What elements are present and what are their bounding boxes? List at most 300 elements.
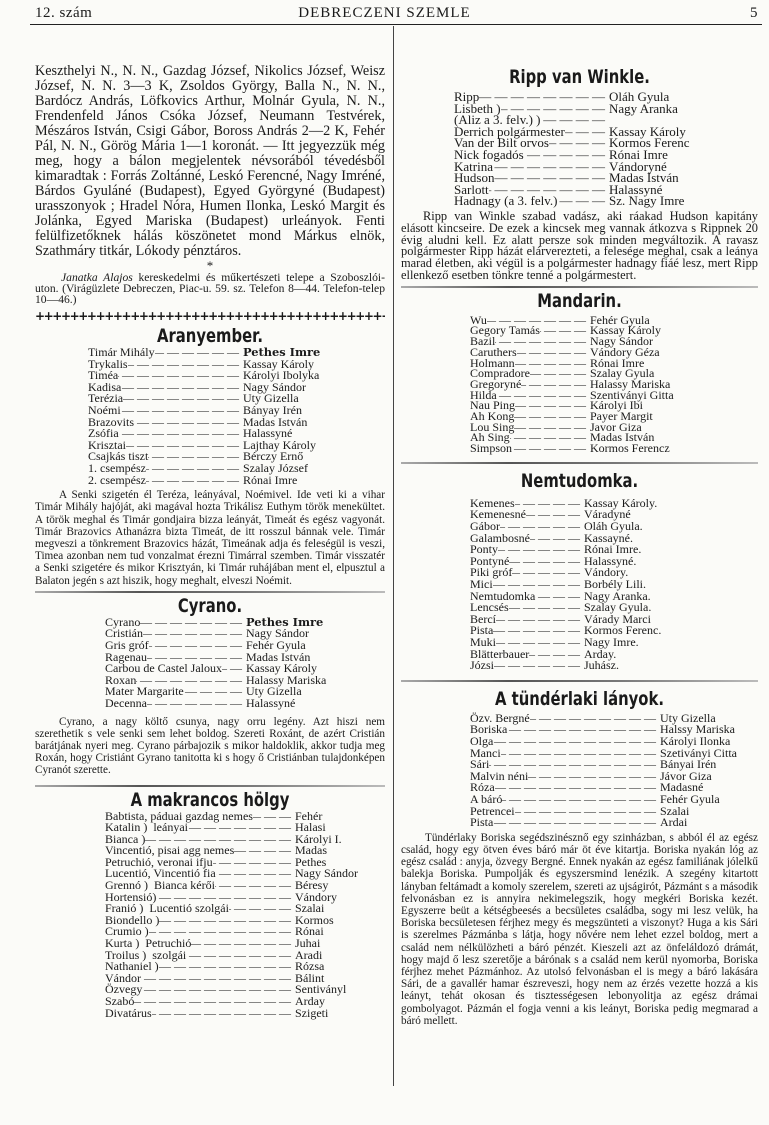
- cast-actor: Sz. Nagy Imre: [609, 193, 685, 209]
- dash-leader: [494, 660, 584, 672]
- dash-leader: [515, 400, 590, 411]
- dash-leader: [507, 724, 660, 736]
- cast-role: Blätterbauer: [470, 646, 530, 661]
- cast-role: Bazil: [470, 334, 496, 349]
- dash-leader: [502, 794, 660, 806]
- dash-leader: [494, 172, 609, 184]
- dash-leader: [119, 428, 243, 440]
- cast-actor: Madas: [295, 843, 327, 858]
- cast-role: Timár Mihály: [88, 345, 155, 359]
- dash-leader: [159, 915, 295, 927]
- cast-actor: Uty Gizella: [246, 684, 302, 699]
- dash-leader: [147, 698, 246, 710]
- dash-leader: [514, 411, 590, 422]
- right-column: [401, 66, 758, 1027]
- cast-actor: Szigeti: [295, 1005, 329, 1020]
- cast-role: Compradore: [470, 366, 530, 381]
- cast-actor: Jávor Giza: [660, 768, 712, 783]
- cast-row: [105, 961, 367, 973]
- cast-actor: Halassyné: [609, 181, 663, 197]
- cast-role: Gregoryné: [470, 376, 522, 391]
- cast-actor: Kormos: [295, 912, 334, 927]
- summary-cyrano: Cyrano, a nagy költő csunya, nagy orru legény. Azt hiszi nem szerethetik s vele senki sem lehet boldog. Szereti Roxánt, de azért Cristián barátjának nyeri meg. Cyrano párbajozik s mikor haldoklik, akkor tudja meg Roxán, hogy Cristiánt Gyrano tanitotta ki s hogy ő Cristiánban tulajdonképen Cyranót szerette.: [35, 715, 385, 777]
- cast-role: Malvin néni: [470, 768, 529, 783]
- dash-leader: [501, 748, 660, 760]
- donors-paragraph: Keszthelyi N., N. N., Gazdag József, Nikolics József, Weisz József, N. N. 3—3 K, Zsoldos György, Balla N., N. N., Bardócz András, Löfkovics Arthur, Molnár Gyula, N. N., Frendenfeld János Csóka József, Neumann Testvérek, Mészáros István, Csigi Gábor, Boross András 2—2 K, Fehér Pál, N. N., Görög Mária 1—1 koronát. — Itt jegyezzük még meg, hogy a bálon megjelentek névsorából tévedésből kimaradtak : Forrás Zoltánné, Leskó Ferencné, Nagy Imréné, Bárdos Gyuláné (Budapest), Egyed Györgyné (Budapest) urasszonyok ; Hradel Nóra, Humen Ilonka, Leskó Margit és Jolánka, Egyed Mariska (Budapest) urleányok. Fenti felülfizetőknek hálás köszönetet mond Márkus elnök, Szathmáry titkár, Lókody pénztáros.: [35, 63, 385, 259]
- cast-actor: Károlyi I.: [295, 831, 342, 846]
- cast-actor: Szalay József: [243, 460, 308, 475]
- cast-actor: Nagy Sándor: [246, 626, 309, 641]
- cast-role: Timéa: [88, 368, 119, 383]
- cast-actor: Halassy Mariska: [590, 376, 671, 391]
- cast-actor: Bálint: [295, 970, 325, 985]
- cast-row: [470, 567, 685, 579]
- cast-role: Terézia: [88, 391, 124, 406]
- cast-role: Manci: [470, 745, 501, 760]
- dash-leader: [557, 195, 609, 207]
- cast-row: [88, 393, 353, 405]
- cast-list-tunderlaki: [470, 710, 740, 830]
- play-title-mandarin: Mandarin.: [537, 289, 622, 312]
- play-title-cyrano: Cyrano.: [177, 594, 243, 617]
- cast-actor: Juhai: [295, 936, 321, 951]
- cast-row: [470, 625, 685, 637]
- cast-role: Noémi: [88, 402, 121, 417]
- cast-group-label: Bianca kérői: [153, 878, 215, 893]
- dash-leader: [549, 137, 609, 149]
- dash-leader: [529, 649, 584, 661]
- cast-role: Cyrano: [105, 614, 141, 629]
- cast-role: Ah Kong: [470, 409, 515, 424]
- dash-leader: [498, 544, 584, 556]
- dash-leader: [134, 996, 295, 1008]
- dash-leader: [493, 736, 660, 748]
- cast-role: Divatárus: [105, 1005, 152, 1020]
- cast-role: Szabó: [105, 994, 135, 1009]
- section-rule: [35, 591, 385, 593]
- dash-leader: [152, 1008, 295, 1020]
- summary-aranyember: A Senki szigetén él Teréza, leányával, Noémivel. Ide veti ki a vihar Timár Mihály hajóját, aki magával hozta Trikálisz Euthym török menekültet. A török meghal és Timár gondjaira bizza leányát, Timeát és egész vagyonát. Timár Brazovics Athanázra bizta Timeát, de itt rosszul bánnak vele. Timár megveszi a tönkrement Brazovics házát, Timeának adja és feleségül is veszi, Timea azonban nem tud vonzalmat érezni Timárral szemben. Timár visszatér a Senki szigetére és mikor Krisztyán, ki Timár ruhájában ment el, elpusztul a Balaton jegén s azt hiszik, hogy meghalt, elveszi Noémit.: [35, 489, 385, 587]
- dash-leader: [128, 359, 243, 371]
- cast-role: Nathaniel ): [105, 959, 159, 974]
- cast-actor: Halassy Mariska: [246, 672, 327, 687]
- cast-role: Decenna: [105, 695, 147, 710]
- cast-actor: Béresy: [295, 878, 329, 893]
- dash-leader: [565, 126, 609, 138]
- column-divider: [393, 26, 394, 1086]
- cast-role: Sarlott: [454, 181, 489, 197]
- cast-actor: Aradi: [295, 947, 323, 962]
- cast-role: Nemtudomka: [470, 588, 536, 603]
- cast-actor: Kassay Károly: [609, 123, 686, 139]
- dash-leader: [121, 405, 243, 417]
- cast-actor: Kormos Ferencz: [590, 441, 670, 456]
- cast-role: Hudson: [454, 170, 495, 186]
- cast-actor: Juhász.: [584, 658, 619, 673]
- dash-leader: [216, 868, 295, 880]
- cast-actor: Kassayné.: [584, 530, 633, 545]
- cast-role: Özvegy: [105, 982, 143, 997]
- cast-actor: Várady Marci: [584, 611, 651, 626]
- cast-role: Vincentió, pisai agg nemes: [105, 843, 235, 858]
- section-separator: *: [206, 258, 214, 273]
- dash-leader: [141, 973, 295, 985]
- dash-leader: [186, 950, 295, 962]
- cast-actor: Pethes Imre: [243, 345, 321, 359]
- cast-role: Pista: [470, 815, 494, 830]
- cast-actor: Fehér Gyula: [590, 312, 650, 327]
- cast-row: [470, 443, 690, 454]
- cast-role: Kemenes: [470, 495, 515, 510]
- cast-actor: Szetiványi Citta: [660, 745, 737, 760]
- cast-row: [454, 146, 719, 162]
- cast-role: Cristián: [105, 626, 143, 641]
- cast-actor: Pethes Imre: [246, 614, 324, 629]
- cast-role: Hadnagy (a 3. felv.): [454, 193, 558, 209]
- header-rule: [30, 24, 762, 25]
- cast-actor: Ardai: [660, 815, 688, 830]
- dash-leader: [188, 822, 295, 834]
- cast-role: Csajkás tiszt: [88, 449, 149, 464]
- dash-leader: [215, 880, 295, 892]
- dash-leader: [517, 347, 590, 358]
- play-title-nemtudomka: Nemtudomka.: [520, 469, 639, 492]
- cast-actor: Madas István: [590, 430, 655, 445]
- dash-leader: [530, 368, 590, 379]
- cast-role: 2. csempész: [88, 472, 146, 487]
- cast-actor: Kassay Károly: [246, 661, 317, 676]
- cast-role: Ponty: [470, 542, 499, 557]
- cast-role: Bianca ): [105, 831, 146, 846]
- cast-role: Zsófia: [88, 426, 119, 441]
- cast-role: Katrina: [454, 158, 493, 174]
- cast-row: [88, 370, 353, 382]
- play-title-tunderlaki: A tündérlaki lányok.: [495, 687, 664, 710]
- cast-actor: Nagy Aranka.: [584, 588, 651, 603]
- left-column: [35, 64, 385, 1019]
- cast-role: Katalin ): [105, 820, 148, 835]
- cast-actor: Nagy Sándor: [243, 379, 306, 394]
- cast-actor: Javor Giza: [590, 419, 642, 434]
- issue-number: 12. szám: [35, 5, 93, 21]
- cast-row: [470, 660, 685, 672]
- cast-role: Józsi: [470, 658, 494, 673]
- dash-leader: [143, 628, 246, 640]
- cast-role: Kurta ): [105, 936, 140, 951]
- summary-ripp: Ripp van Winkle szabad vadász, aki ráakad Hudson kapitány elásott kincseire. De ezek a kincsek meg vannak átkozva s Rippnek 20 évig aludni kell. Ez alatt persze sok minden megváltozik. A ravasz polgármester Ripp házát elárverezteti, a felesége meghal, csak a leánya marad életben, aki végül is a polgármester hadnagy fiáé lesz, mert Ripp ellenkező esetben tönkre tenné a polgármestert.: [401, 208, 758, 282]
- cast-row: [105, 926, 367, 938]
- dash-leader: [234, 845, 295, 857]
- dash-leader: [253, 811, 295, 823]
- dash-leader: [510, 432, 590, 443]
- page-number: 5: [750, 5, 758, 21]
- cast-row: [105, 984, 367, 996]
- dash-leader: [535, 591, 584, 603]
- cast-list-cyrano: [105, 614, 355, 710]
- cast-role: Franió ): [105, 901, 144, 916]
- cast-actor: Borbély Lili.: [584, 577, 646, 592]
- cast-role: Mici: [470, 577, 493, 592]
- cast-row: [454, 172, 719, 184]
- dash-leader: [149, 640, 246, 652]
- dash-leader: [146, 463, 243, 475]
- dash-leader: [134, 417, 243, 429]
- cast-actor: Bányay Irén: [243, 402, 302, 417]
- cast-actor: Madas István: [246, 649, 311, 664]
- dash-leader: [123, 393, 243, 405]
- cast-group-label: Lucentió szolgái: [149, 901, 229, 916]
- dash-leader: [121, 382, 243, 394]
- section-rule: [401, 286, 758, 288]
- dash-leader: [530, 713, 660, 725]
- cast-actor: Vándory: [295, 889, 337, 904]
- cast-actor: Kassay Károly.: [584, 495, 658, 510]
- cast-role: Bercí: [470, 611, 496, 626]
- cast-actor: Vándory Géza: [590, 344, 660, 359]
- cast-role: Gábor: [470, 519, 500, 534]
- cast-actor: Payer Margit: [590, 409, 653, 424]
- cast-row: [470, 803, 740, 818]
- cast-row: [88, 472, 353, 487]
- cast-role: Vándor: [105, 970, 141, 985]
- dash-leader: [229, 903, 295, 915]
- cast-role: (Aliz a 3. felv.) ): [454, 112, 541, 128]
- cast-role: Piki gróf: [470, 565, 513, 580]
- cast-actor: Madas István: [609, 170, 679, 186]
- cast-group-label: Petruchió: [145, 936, 192, 951]
- dash-leader: [528, 771, 660, 783]
- cast-role: Pontyné: [470, 553, 510, 568]
- cast-role: Troilus ): [105, 947, 147, 962]
- cast-role: Lucentió, Vincentió fia: [105, 866, 216, 881]
- play-title-makrancos: A makrancos hölgy: [130, 788, 290, 811]
- cast-actor: Halasi: [295, 820, 326, 835]
- cast-actor: Szalai: [660, 803, 690, 818]
- ad-name: Janatka Alajos: [61, 271, 133, 284]
- section-rule: [401, 462, 758, 464]
- cast-role: Ripp: [454, 89, 480, 104]
- dash-leader: [521, 379, 590, 390]
- cast-list-nemtudomka: [470, 495, 685, 673]
- cast-actor: Fehér: [295, 808, 323, 823]
- dash-leader: [213, 857, 295, 869]
- cast-actor: Nagy Imre.: [584, 634, 639, 649]
- cast-role: Petrencei: [470, 803, 515, 818]
- dash-leader: [493, 161, 609, 173]
- cast-row: [88, 379, 353, 394]
- cast-role: Özv. Bergné: [470, 710, 530, 725]
- cast-actor: Lajthay Károly: [243, 437, 316, 452]
- cast-actor: Nagy Sándor: [590, 334, 653, 349]
- cast-role: Ah Sing: [470, 430, 510, 445]
- cast-row: [105, 889, 367, 904]
- cast-row: [470, 646, 685, 661]
- cast-actor: Fehér Gyula: [660, 791, 720, 806]
- cast-row: [454, 195, 719, 207]
- cast-actor: Szalay Gyula.: [584, 600, 652, 615]
- cast-role: Olga: [470, 733, 494, 748]
- dash-leader: [146, 475, 243, 487]
- cast-actor: Rónai Imre.: [584, 542, 642, 557]
- cast-row: [470, 817, 740, 829]
- cast-role: Pista: [470, 623, 494, 638]
- cast-actor: Vándoryné: [609, 158, 667, 174]
- cast-actor: Váradyné: [584, 507, 631, 522]
- cast-role: A báró: [470, 791, 503, 806]
- cast-role: Trykalis: [88, 356, 128, 371]
- cast-actor: Madasné: [660, 780, 704, 795]
- cast-role: Lencsés: [470, 600, 509, 615]
- cast-list-ripp: [454, 91, 719, 207]
- cast-actor: Madas István: [243, 414, 308, 429]
- cast-actor: Bányai Irén: [660, 757, 717, 772]
- cast-actor: Szalai: [295, 901, 325, 916]
- cast-actor: Arday.: [584, 646, 617, 661]
- cast-actor: Uty Gizella: [660, 710, 716, 725]
- dash-leader: [222, 663, 246, 675]
- cast-role: Krisztai: [88, 437, 126, 452]
- play-title-ripp: Ripp van Winkle.: [509, 66, 650, 88]
- cast-role: Crumio ): [105, 924, 149, 939]
- cast-actor: Sentiványl: [295, 982, 347, 997]
- cast-role: Babtista, páduai gazdag nemes: [105, 808, 253, 823]
- summary-tunderlaki: Tündérlaky Boriska segédszinésznő egy szinházban, s abból él az egész család, hogy egy ötven éves báró már öt éve kitartja. Boriska nyakán lóg az egész család : anyja, özvegy Bergné. Ennek nyakán az egész familiának jólelkű balekja Boriska. Pumpolják és egyszersmind lenézik. A szegény kitartott lányban feltámadt a komoly szerelem, szereti az ujságirót, Pázmánt s a második felvonásban ez is annyira nekimelegszik, hogy megkéri Boriska kezét. Egyszerre beüt a kétségbeesés a becsületes családba, sogy mi lesz velük, ha Boriska becsületesen férjhez megy és megszünteti a viszonyt? Huga a kis Sári is szerelmes Pázmánba s látja, hogy nővére nem lehet ezzel boldog, mert a család nem nélkülözheti a báró pénzét. Kieszeli azt az önfeláldozó drámát, hogy majd ő lesz szeretője a bárónak s a család nem kerül nyomorba, Boriska férjhez mehet Pázmánhoz. Az utolsó felvonásban el is megy a báró lakására Sári, de a gavallér hamar észreveszi, hogy nem az érzés vezette hozzá a kis leányt, tehát okosan és tisztességesen lebonyolitja az egész drámai gombolyagot. Pázmán el fogja venni a kis leányt, Boriska pedig megmarad a báró mellett.: [401, 831, 758, 1027]
- dash-leader: [191, 938, 295, 950]
- cast-role: Grennó ): [105, 878, 148, 893]
- cast-role: Holmann: [470, 355, 515, 370]
- cast-role: Gegory Tamás: [470, 323, 540, 338]
- cast-role: Derrich polgármester: [454, 123, 565, 139]
- cast-role: Galambosné: [470, 530, 530, 545]
- cast-actor: Vándory.: [584, 565, 629, 580]
- cast-actor: Szalay Gyula: [590, 366, 655, 381]
- cast-role: Biondello ): [105, 912, 160, 927]
- advertisement: [35, 272, 385, 305]
- dash-leader: [148, 451, 243, 463]
- dash-leader: [512, 443, 590, 454]
- cast-role: Simpson: [470, 441, 513, 456]
- dash-leader: [159, 961, 295, 973]
- cast-row: [105, 1005, 367, 1020]
- cast-actor: Oláh Gyula.: [584, 519, 643, 534]
- section-rule: [35, 785, 385, 787]
- cast-role: 1. csempész: [88, 460, 146, 475]
- dash-leader: [495, 782, 660, 794]
- decorative-border: [35, 309, 385, 323]
- cast-role: Róza: [470, 780, 495, 795]
- cast-actor: Halassyné.: [584, 553, 637, 568]
- cast-row: [470, 509, 685, 521]
- cast-actor: Halssy Mariska: [660, 722, 735, 737]
- cast-group-label: leányai: [153, 820, 188, 835]
- cast-role: Petruchió, veronai ifju: [105, 854, 213, 869]
- cast-role: Gris gróf: [105, 637, 149, 652]
- dash-leader: [155, 347, 243, 359]
- cast-actor: Kormos Ferenc: [609, 135, 690, 151]
- cast-actor: Rónai: [295, 924, 324, 939]
- cast-actor: Halassyné: [243, 426, 293, 441]
- cast-role: Kadisa: [88, 379, 122, 394]
- cast-actor: Károlyi Ibi: [590, 398, 643, 413]
- cast-row: [88, 414, 353, 429]
- dash-leader: [540, 325, 590, 336]
- cast-role: Lisbeth ): [454, 100, 501, 116]
- cast-role: Hilda: [470, 387, 497, 402]
- cast-role: Roxan: [105, 672, 137, 687]
- dash-leader: [526, 509, 584, 521]
- cast-actor: Szentiványi Gitta: [590, 387, 674, 402]
- cast-role: Muki: [470, 634, 497, 649]
- cast-actor: Károlyi Ilonka: [660, 733, 731, 748]
- cast-actor: Rózsa: [295, 959, 325, 974]
- cast-role: Kemenesné: [470, 507, 526, 522]
- cast-role: Nick fogadós: [454, 146, 524, 162]
- cast-actor: Kormos Ferenc.: [584, 623, 662, 638]
- cast-role: Carbou de Castel Jaloux: [105, 661, 222, 676]
- cast-list-aranyember: [88, 347, 353, 486]
- ad-text: kereskedelmi és műkertészeti telepe a Szoboszlói-uton. (Virágüzlete Debreczen, Piac-u. 59. sz. Telefon 8—44. Telefon-telep 10—46.): [35, 271, 385, 306]
- dash-leader: [524, 149, 609, 161]
- cast-role: Sári: [470, 757, 490, 772]
- dash-leader: [142, 984, 295, 996]
- cast-actor: Rónai Imre: [590, 355, 645, 370]
- dash-leader: [140, 617, 246, 629]
- cast-role: Lou Sing: [470, 419, 515, 434]
- cast-actor: Nagy Aranka: [609, 100, 678, 116]
- cast-actor: Arday: [295, 994, 325, 1009]
- dash-leader: [512, 567, 584, 579]
- cast-actor: Fehér Gyula: [246, 637, 306, 652]
- cast-row: [470, 602, 685, 614]
- cast-role: Hortensió): [105, 889, 157, 904]
- dash-leader: [509, 602, 584, 614]
- cast-list-mandarin: [470, 312, 690, 456]
- cast-actor: Oláh Gyula: [609, 89, 670, 104]
- dash-leader: [515, 806, 660, 818]
- cast-list-makrancos: [105, 808, 367, 1020]
- cast-row: [470, 530, 685, 545]
- section-rule: [401, 680, 758, 682]
- publication-title: DEBRECZENI SZEMLE: [298, 5, 471, 21]
- cast-role: Ragenau: [105, 649, 147, 664]
- cast-role: Nau Ping: [470, 398, 515, 413]
- cast-actor: Kassay Károly: [590, 323, 661, 338]
- cast-role: Wu: [470, 312, 487, 327]
- cast-actor: Rónai Imre: [609, 146, 668, 162]
- dash-leader: [118, 370, 243, 382]
- play-title-aranyember: Aranyember.: [157, 325, 263, 347]
- dash-leader: [530, 533, 584, 545]
- cast-actor: Bérczy Ernő: [243, 449, 304, 464]
- cast-row: [105, 695, 355, 710]
- dash-leader: [514, 422, 590, 433]
- dash-leader: [184, 686, 246, 698]
- cast-role: Mater Margarite: [105, 684, 184, 699]
- cast-actor: Károlyi Ibolyka: [243, 368, 320, 383]
- cast-role: Brazovits: [88, 414, 134, 429]
- cast-group-label: szolgái: [152, 947, 187, 962]
- cast-role: Boriska: [470, 722, 508, 737]
- cast-actor: Pethes: [295, 854, 327, 869]
- cast-actor: Rónai Imre: [243, 472, 298, 487]
- cast-role: Caruthers: [470, 344, 517, 359]
- cast-row: [470, 325, 690, 336]
- cast-actor: Halassyné: [246, 695, 296, 710]
- dash-leader: [493, 817, 660, 829]
- cast-actor: Nagy Sándor: [295, 866, 358, 881]
- cast-actor: Uty Gizella: [243, 391, 299, 406]
- cast-role: Van der Bilt orvos: [454, 135, 549, 151]
